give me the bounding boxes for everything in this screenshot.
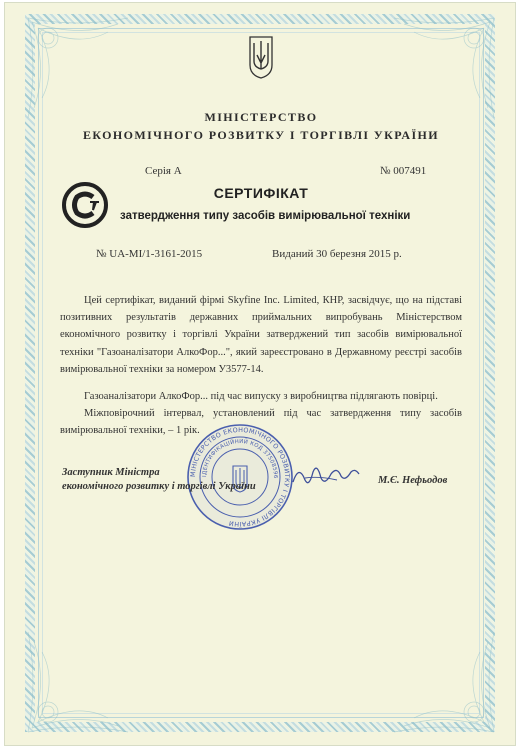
signatory-role xyxy=(62,466,256,494)
signature-icon xyxy=(285,458,365,494)
ministry-heading xyxy=(0,108,522,144)
corner-ornament-icon xyxy=(384,622,504,742)
trident-emblem-icon xyxy=(248,35,274,79)
certificate-number: № 007491 xyxy=(380,165,427,177)
paragraph-verification: Газоаналізатори АлкоФор... під час випуску з виробництва підлягають повірці. xyxy=(84,391,438,402)
registration-number: № UA-MI/1-3161-2015 xyxy=(96,248,203,260)
signatory-role-line-1: Заступник Міністра xyxy=(62,467,160,478)
certificate-subtitle: затвердження типу засобів вимірювальної техніки xyxy=(120,210,411,222)
series-label: Серія А xyxy=(145,165,182,177)
signatory-role-line-2: економічного розвитку і торгівлі України xyxy=(62,481,256,492)
ministry-line-1: МІНІСТЕРСТВО xyxy=(204,110,318,124)
stamp-inner-text: ІДЕНТИФІКАЦІЙНИЙ КОД 37508596 xyxy=(201,438,279,479)
paragraph-calibration-interval: Міжповірочний інтервал, установлений під час затвердження типу засобів вимірювальної техніки, – 1 рік. xyxy=(60,408,462,437)
corner-ornament-icon xyxy=(18,622,138,742)
stamp-outer-text: МІНІСТЕРСТВО ЕКОНОМІЧНОГО РОЗВИТКУ І ТОРГІВЛІ УКРАЇНИ xyxy=(188,425,292,529)
signatory-name: М.Є. Нефьодов xyxy=(378,475,448,486)
issue-date: Виданий 30 березня 2015 р. xyxy=(272,248,402,260)
ministry-line-2: ЕКОНОМІЧНОГО РОЗВИТКУ І ТОРГІВЛІ УКРАЇНИ xyxy=(82,128,440,142)
paragraph-certificate-statement: Цей сертифікат, виданий фірмі Skyfine Inc. Limited, КНР, засвідчує, що на підставі позитивних результатів державних приймальних випробувань Міністерством економічного розвитку і торгівлі України затверджений тип засобів вимірювальної техніки "Газоаналізатори АлкоФор...", який зареєстровано в Державному реєстрі засобів вимірювальної техніки за номером У3577-14. xyxy=(60,295,462,375)
certificate-title: СЕРТИФІКАТ xyxy=(213,185,309,201)
